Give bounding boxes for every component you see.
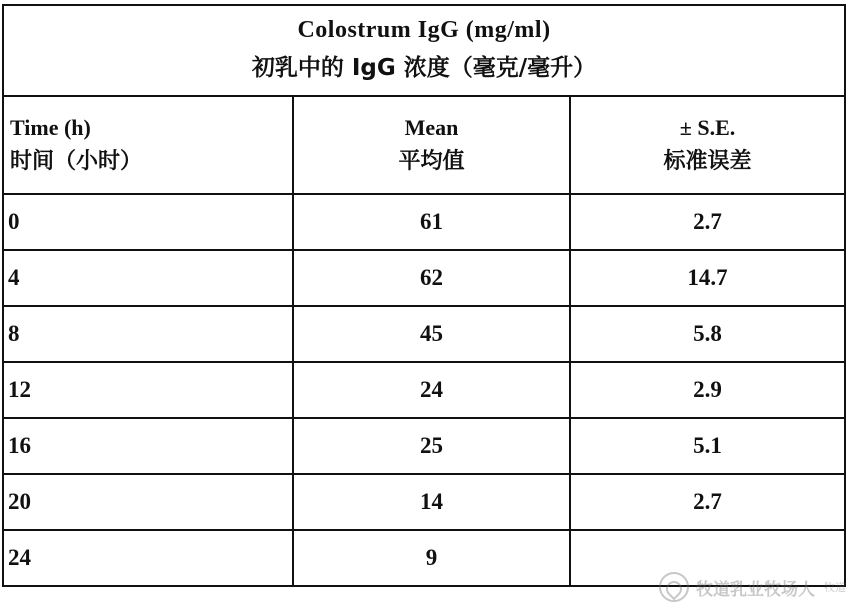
table-title-zh: 初乳中的 IgG 浓度（毫克/毫升） [251, 55, 597, 81]
cell-se [570, 530, 845, 586]
cell-mean: 61 [293, 194, 570, 250]
cell-se: 5.8 [570, 306, 845, 362]
cell-se: 14.7 [570, 250, 845, 306]
cell-mean: 25 [293, 418, 570, 474]
cell-mean: 24 [293, 362, 570, 418]
table-title-en: Colostrum IgG (mg/ml) [297, 17, 551, 43]
table-row [3, 362, 845, 418]
column-header-mean-en: Mean [404, 114, 459, 140]
table-title-cell [3, 5, 845, 96]
cell-time: 4 [3, 250, 293, 306]
colostrum-igg-table [2, 4, 846, 587]
cell-se: 5.1 [570, 418, 845, 474]
table-row [3, 474, 845, 530]
column-header-time [3, 96, 293, 194]
cell-mean: 14 [293, 474, 570, 530]
cell-se: 2.9 [570, 362, 845, 418]
table-title-row [3, 5, 845, 96]
table-row [3, 194, 845, 250]
cell-time: 20 [3, 474, 293, 530]
cell-mean: 45 [293, 306, 570, 362]
table-row [3, 250, 845, 306]
cell-time: 24 [3, 530, 293, 586]
column-header-mean [293, 96, 570, 194]
cell-time: 12 [3, 362, 293, 418]
cell-time: 8 [3, 306, 293, 362]
watermark-text: 牧道乳业牧场人 [696, 579, 815, 600]
table-row [3, 418, 845, 474]
column-header-se-zh: 标准误差 [663, 148, 752, 174]
table-header-row [3, 96, 845, 194]
column-header-mean-zh: 平均值 [398, 148, 465, 174]
cell-mean: 62 [293, 250, 570, 306]
column-header-time-en: Time (h) [10, 114, 91, 140]
column-header-se [570, 96, 845, 194]
table-figure [0, 4, 860, 612]
column-header-se-en: ± S.E. [679, 114, 736, 140]
cell-time: 0 [3, 194, 293, 250]
column-header-time-zh: 时间（小时） [10, 148, 143, 174]
cell-time: 16 [3, 418, 293, 474]
cell-se: 2.7 [570, 474, 845, 530]
cell-se: 2.7 [570, 194, 845, 250]
watermark-subtext: 牧道 [824, 581, 846, 594]
table-row [3, 530, 845, 586]
table-row [3, 306, 845, 362]
cell-mean: 9 [293, 530, 570, 586]
